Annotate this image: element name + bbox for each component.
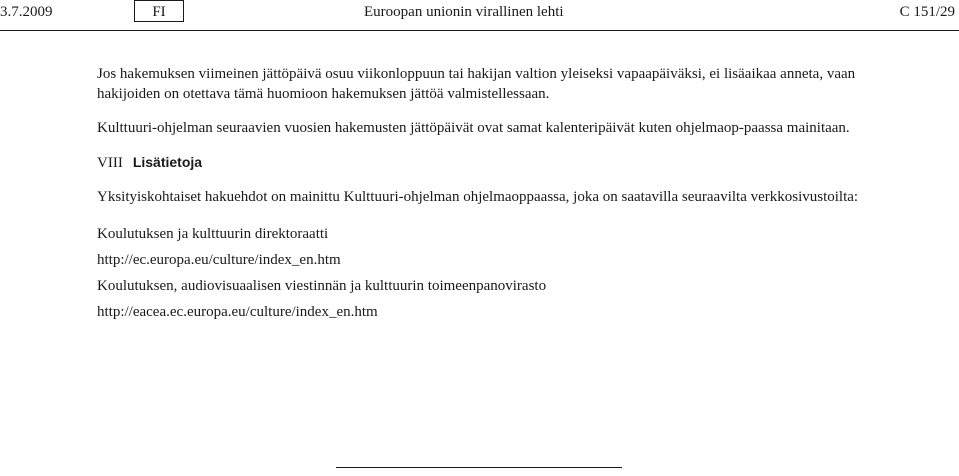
directorate-url-link[interactable]: http://ec.europa.eu/culture/index_en.htm bbox=[97, 252, 341, 268]
section-heading bbox=[97, 152, 877, 173]
agency-url-link[interactable]: http://eacea.ec.europa.eu/culture/index_en.htm bbox=[97, 304, 378, 320]
section-title: Lisätietoja bbox=[132, 154, 203, 170]
agency-name: Koulutuksen, audiovisuaalisen viestinnän ja kulttuurin toimeenpanovirasto bbox=[97, 278, 547, 294]
page-reference: C 151/29 bbox=[899, 4, 955, 20]
section-number: VIII bbox=[97, 155, 123, 171]
directorate-name: Koulutuksen ja kulttuurin direktoraatti bbox=[97, 226, 329, 242]
header-divider bbox=[0, 30, 959, 31]
paragraph-future-deadlines: Kulttuuri-ohjelman seuraavien vuosien hakemusten jättöpäivät ovat samat kalenteripäivät kuten ohjelmaop-paassa mainitaan. bbox=[97, 120, 850, 136]
page-header bbox=[0, 0, 959, 30]
section-intro: Yksityiskohtaiset hakuehdot on mainittu Kulttuuri-ohjelman ohjelmaoppaassa, joka on saatavilla seuraavilta verkkosivustoilta: bbox=[97, 189, 859, 205]
document-body bbox=[97, 64, 877, 325]
language-box: FI bbox=[134, 0, 184, 22]
journal-title: Euroopan unionin virallinen lehti bbox=[364, 4, 564, 20]
paragraph-deadline-weekend: Jos hakemuksen viimeinen jättöpäivä osuu viikonloppuun tai hakijan valtion yleiseksi vapaapäiväksi, ei lisäaikaa anneta, vaan hakijoiden on otettava tämä huomioon hakemuksen jättöä valmistellessaan. bbox=[97, 66, 856, 102]
footer-divider bbox=[336, 467, 622, 468]
publication-date: 3.7.2009 bbox=[0, 4, 53, 20]
